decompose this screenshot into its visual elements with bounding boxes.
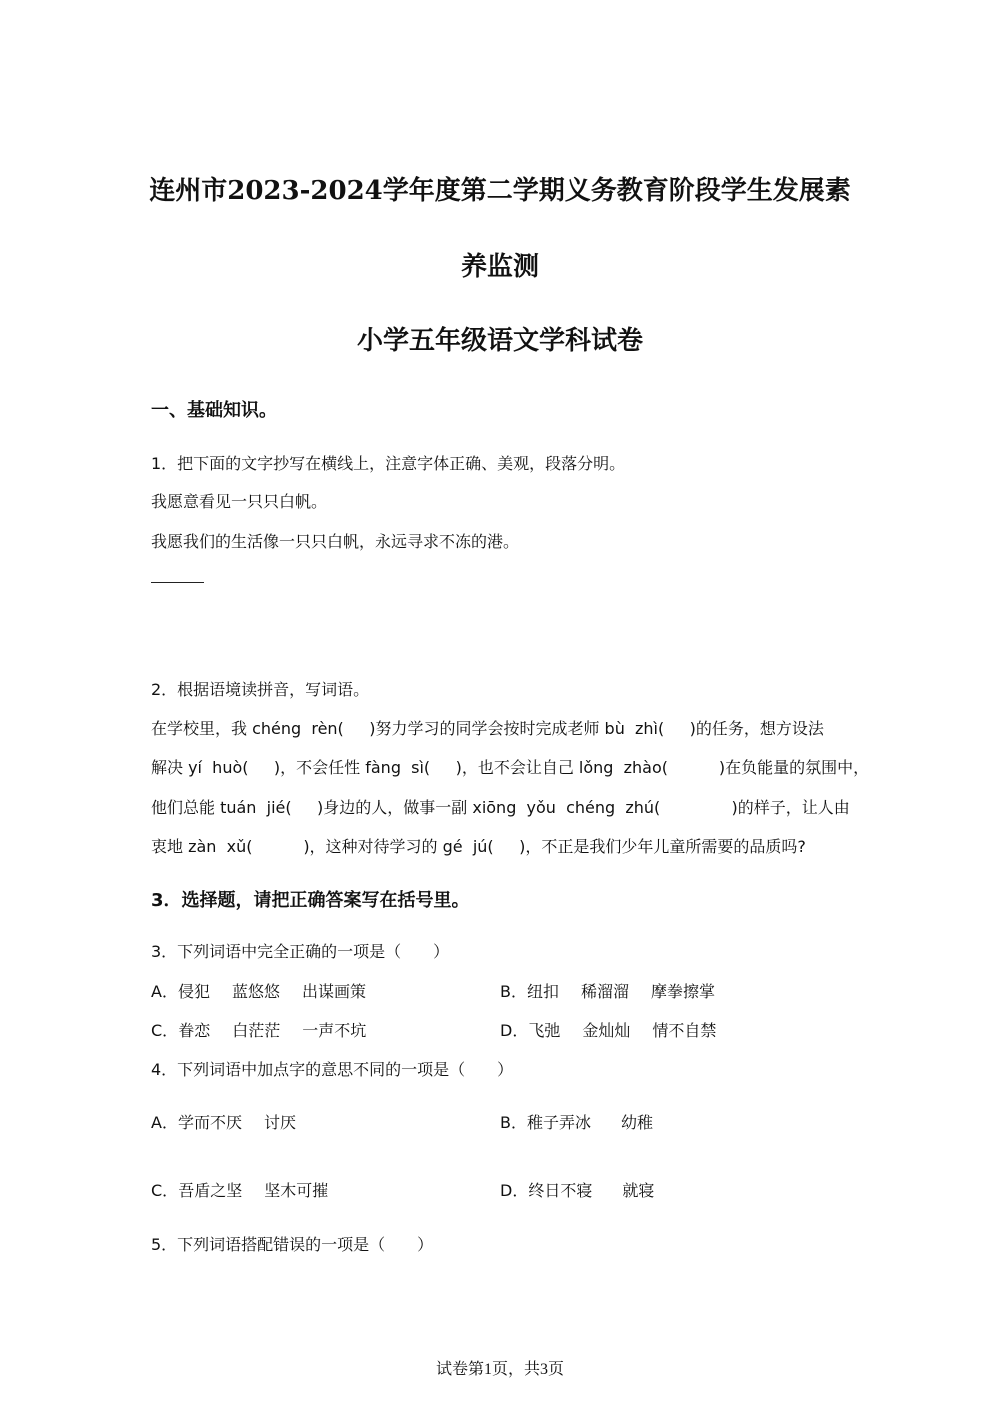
q4-option-d[interactable] — [500, 1178, 654, 1201]
q3-option-b-word3: 摩拳擦掌 — [651, 982, 716, 1001]
q4-option-c[interactable] — [151, 1178, 328, 1201]
q4-option-a-word2: 讨厌 — [263, 1113, 296, 1132]
q3-option-d-word1: 飞弛 — [528, 1021, 561, 1040]
q2-line-4: 衷地 zàn xǔ( )，这种对待学习的 gé jú( )，不正是我们少年儿童所需要的品质吗? — [151, 837, 806, 856]
q4-option-c-word1: 吾盾之坚 — [178, 1181, 243, 1200]
q4-option-a[interactable] — [151, 1110, 296, 1133]
q4-option-d-letter: D． — [500, 1181, 529, 1200]
exam-title-line1: 连州市2023-2024学年度第二学期义务教育阶段学生发展素 — [149, 176, 851, 206]
q3-option-a-letter: A． — [151, 982, 178, 1001]
q3-option-d[interactable] — [500, 1018, 716, 1041]
q4-option-c-letter: C． — [151, 1181, 179, 1200]
q2-line-1: 在学校里，我 chéng rèn( )努力学习的同学会按时完成老师 bù zhì( )的任务，想方设法 — [151, 719, 824, 738]
q3-option-d-letter: D． — [500, 1021, 529, 1040]
q1-text-1: 我愿意看见一只只白帆。 — [151, 492, 328, 511]
q3-option-c-letter: C． — [151, 1021, 179, 1040]
q2-prompt: 2．根据语境读拼音，写词语。 — [151, 680, 370, 699]
q4-option-d-word2: 就寝 — [622, 1181, 655, 1200]
exam-title-line2: 养监测 — [460, 252, 539, 282]
q3-option-b-letter: B． — [500, 982, 527, 1001]
q1-answer-line[interactable] — [151, 582, 204, 583]
q3-prompt: 3．下列词语中完全正确的一项是（ ） — [151, 942, 450, 961]
q3-option-c[interactable] — [151, 1018, 366, 1041]
q5-prompt: 5．下列词语搭配错误的一项是（ ） — [151, 1235, 434, 1254]
q4-option-a-letter: A． — [151, 1113, 178, 1132]
q4-option-b-word2: 幼稚 — [621, 1113, 654, 1132]
q1-prompt: 1．把下面的文字抄写在横线上，注意字体正确、美观，段落分明。 — [151, 454, 626, 473]
exam-subtitle: 小学五年级语文学科试卷 — [356, 326, 643, 356]
q4-option-c-word2: 坚木可摧 — [264, 1181, 329, 1200]
section-basic-knowledge: 一、基础知识。 — [151, 400, 277, 421]
q3-option-b[interactable] — [500, 979, 715, 1002]
section-multiple-choice: 3．选择题，请把正确答案写在括号里。 — [151, 890, 470, 911]
q3-option-c-word3: 一声不坑 — [302, 1021, 367, 1040]
q3-option-b-word1: 纽扣 — [526, 982, 559, 1001]
q2-line-3: 他们总能 tuán jié( )身边的人，做事一副 xiōng yǒu chéng zhú( )的样子，让人由 — [151, 798, 850, 817]
q4-option-b[interactable] — [500, 1110, 653, 1133]
q1-text-2: 我愿我们的生活像一只只白帆，永远寻求不冻的港。 — [151, 532, 520, 551]
q3-option-a[interactable] — [151, 979, 366, 1002]
q3-option-d-word2: 金灿灿 — [582, 1021, 631, 1040]
q3-option-a-word2: 蓝悠悠 — [231, 982, 280, 1001]
q4-option-b-letter: B． — [500, 1113, 527, 1132]
q4-prompt: 4．下列词语中加点字的意思不同的一项是（ ） — [151, 1060, 514, 1079]
q2-line-2: 解决 yí huò( )，不会任性 fàng sì( )，也不会让自己 lǒng zhào( )在负能量的氛围中， — [151, 758, 870, 777]
q3-option-b-word2: 稀溜溜 — [581, 982, 630, 1001]
q4-option-a-word1: 学而不厌 — [177, 1113, 242, 1132]
q3-option-d-word3: 情不自禁 — [652, 1021, 717, 1040]
q3-option-a-word1: 侵犯 — [177, 982, 210, 1001]
q3-option-a-word3: 出谋画策 — [301, 982, 366, 1001]
q4-option-b-word1: 稚子弄冰 — [526, 1113, 591, 1132]
q4-option-d-word1: 终日不寝 — [528, 1181, 593, 1200]
q3-option-c-word2: 白茫茫 — [232, 1021, 281, 1040]
page-footer: 试卷第1页，共3页 — [435, 1361, 564, 1378]
q3-option-c-word1: 眷恋 — [178, 1021, 211, 1040]
